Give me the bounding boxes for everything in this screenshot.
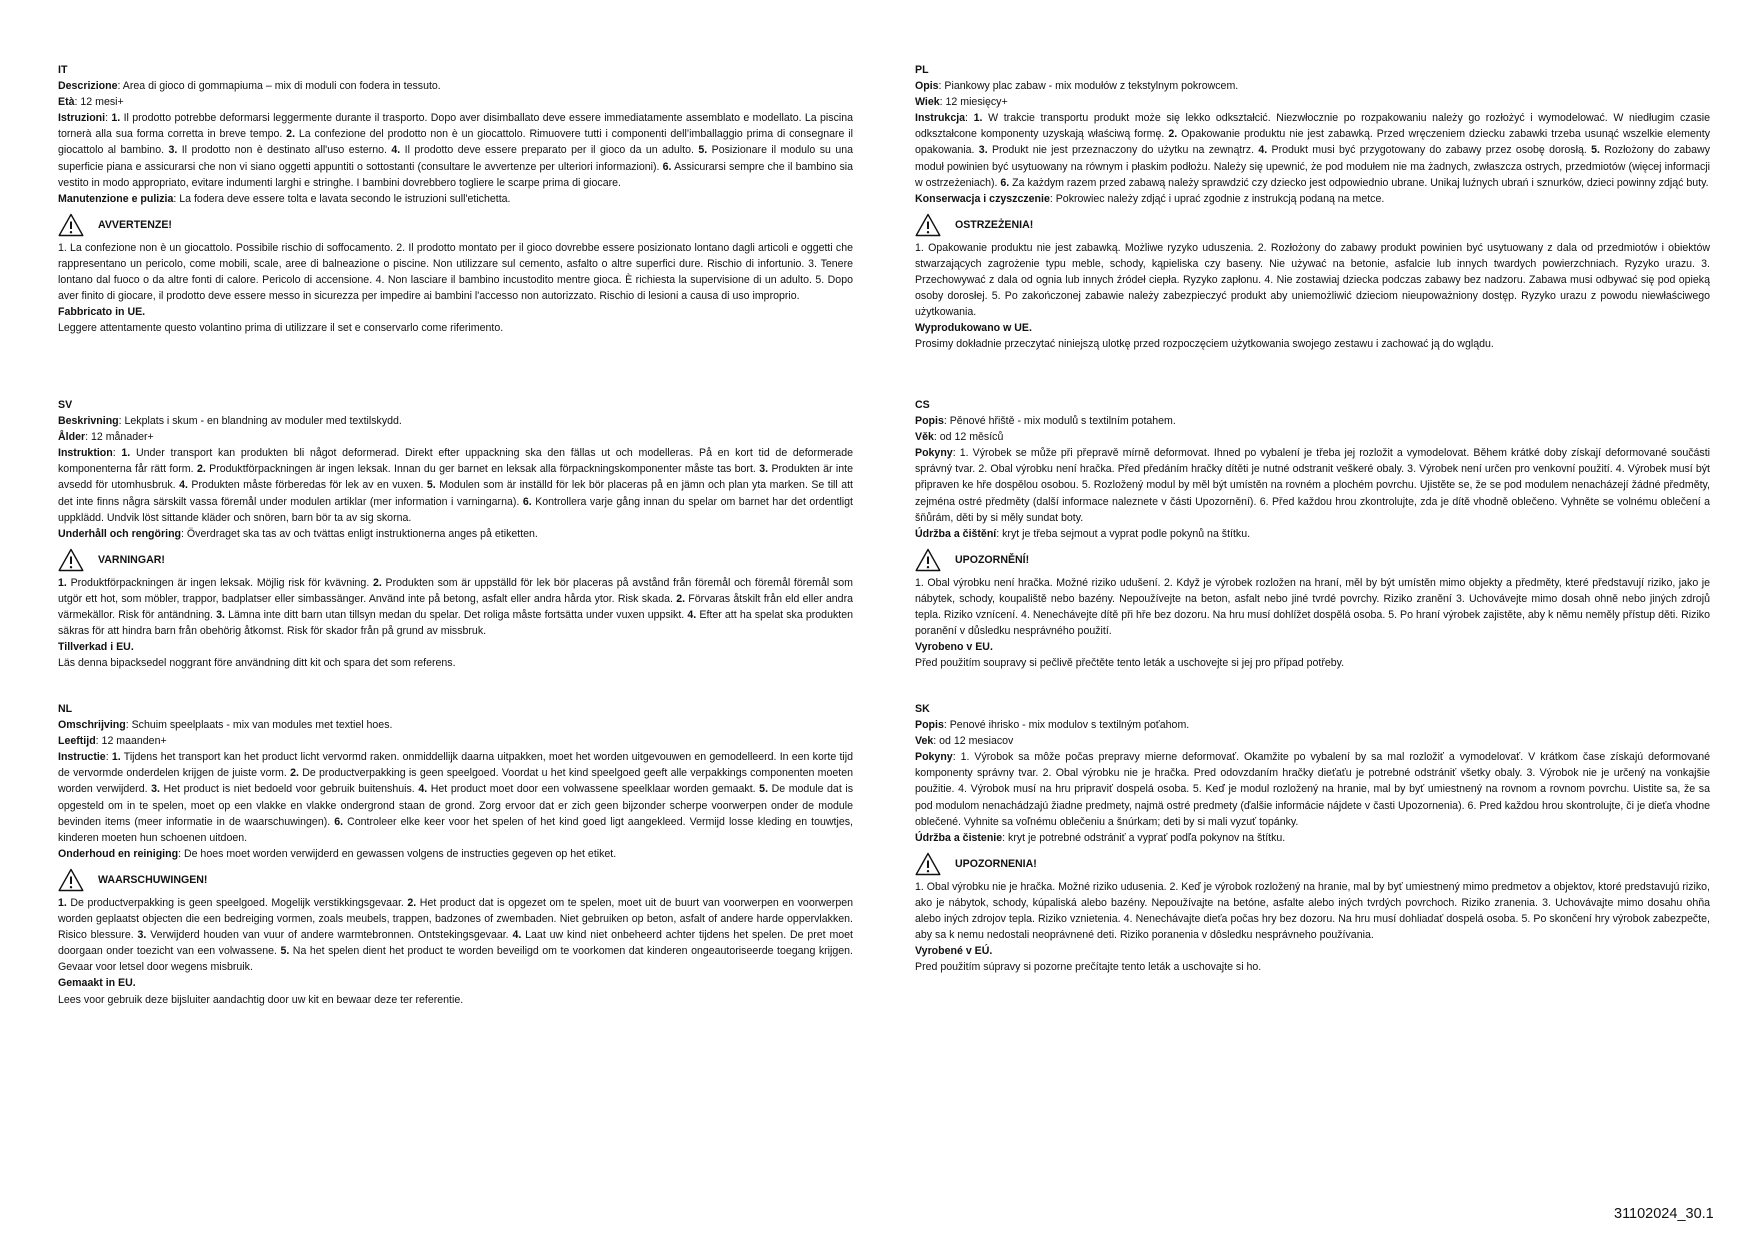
description-text: : Pěnové hřiště - mix modulů s textilním potahem. [943,415,1176,428]
instructions-label: Istruzioni [58,112,106,125]
instruction-text: : [105,112,112,125]
age-label: Vek [915,735,934,748]
instruction-text: Controleer elke keer voor het spelen of het kind goed ligt aangekleed. Vermijd losse kleding en touwtjes, kinderen moeten hun schoenen uitdoen. [58,815,853,844]
warning-triangle-icon [58,548,84,572]
instructions-label: Instructie [58,751,106,764]
warning-header [58,211,853,239]
instruction-number: 6. [522,495,532,508]
description-text: : Piankowy plac zabaw - mix modułów z tekstylnym pokrowcem. [938,80,1239,93]
warning-title: UPOZORNĚNÍ! [955,553,1030,566]
warning-triangle-icon [915,548,941,572]
care-label: Underhåll och rengöring [58,527,182,540]
instruction-number: 1. [111,751,121,764]
instruction-number: 4. [179,479,188,492]
language-code: CS [915,399,930,411]
warning-number: 3. [216,609,225,622]
instruction-text: Under transport kan produkten bli något deformerad. Direkt efter uppackning ska den fällas ut och modelleras. På en kort tid de deformerade komponenterna får rätt form. [58,447,853,476]
language-code [58,62,853,78]
instructions-label: Pokyny [915,751,953,764]
language-code: PL [915,64,929,76]
instruction-number: 2. [286,128,296,141]
language-code [58,701,853,717]
age-line [915,94,1710,110]
made-in [915,320,1710,336]
instruction-number: 1. [973,112,983,125]
description-line [915,413,1710,429]
age-text: : 12 maanden+ [95,735,167,748]
description-line [58,413,853,429]
warning-text: Efter att ha spelat ska produkten säkras för att hindra barn från obehörig åtkomst. Risk för skador från på grund av missbruk. [58,609,853,638]
instruction-number: 3. [151,783,160,796]
closing-text: Leggere attentamente questo volantino prima di utilizzare il set e conservarlo come riferimento. [58,322,504,335]
warning-triangle-icon [58,213,84,237]
age-line [58,94,853,110]
care-label: Údržba a čistenie [915,831,1003,844]
instruction-text: Il prodotto non è destinato all'uso esterno. [177,144,392,157]
made-in-text: Fabbricato in UE. [58,306,146,319]
warning-title: UPOZORNENIA! [955,857,1037,870]
closing-note [58,655,853,671]
instruction-number: 3. [759,463,769,476]
section-it [58,62,853,336]
instruction-number: 1. [111,112,121,125]
warning-text: Produkten som är uppställd för lek bör placeras på avstånd från föremål och föremål föremål som utgör ett hot, som möbler, trappor, badplatser eller simbassänger. Använd inte på betong, asfalt eller andra hårda ytor. Risk skada. [58,576,853,605]
instructions-paragraph [58,445,853,525]
care-line [58,191,853,207]
instruction-text: : 1. Výrobek se může při přepravě mírně deformovat. Ihned po vybalení je třeba jej rozložit a vymodelovat. Během krátké doby získají deformované součásti správný tvar. 2. Obal výrobku není hračka. Před předáním hračky dítěti je nutné odstranit veškeré obaly. 3. Výrobek není určen pro venkovní použití. 4. Výrobek musí být připraven ke hře dospělou osobou. 5. Rozložený modul by měl být umístěn na rovném a plochém povrchu. Ujistěte se, že se pod modulem nenacházejí žádné předměty, zejména ostré předměty (další informace naleznete v části Upozornění). 6. Před každou hrou zkontrolujte, zda je dítě vhodně oblečeno. Vyhněte se volnému oblečení a šňůrám, děti by si měly sundat boty. [915,447,1710,524]
warnings-paragraph [915,240,1710,320]
made-in [58,975,853,991]
warning-number: 4. [687,609,697,622]
made-in [915,943,1710,959]
instruction-number: 2. [1168,128,1178,141]
closing-text: Prosimy dokładnie przeczytać niniejszą ulotkę przed rozpoczęciem użytkowania swojego zestawu i zachować ją do wglądu. [915,338,1494,351]
closing-note [58,320,853,336]
instruction-number: 4. [418,783,428,796]
description-text: : Lekplats i skum - en blandning av moduler med textilskydd. [118,415,402,428]
instructions-paragraph [58,110,853,190]
instruction-number: 3. [978,144,988,157]
instructions-paragraph [915,445,1710,525]
warning-number: 2. [372,576,382,589]
warning-text: De productverpakking is geen speelgoed. Mogelijk verstikkingsgevaar. [66,896,408,909]
care-label: Údržba a čištění [915,527,997,540]
age-line [915,429,1710,445]
warning-text: Förvaras åtskilt från eld eller andra värmekällor. Risk för antändning. [58,592,853,622]
age-line [58,733,853,749]
warning-number: 5. [280,945,290,958]
care-label: Onderhoud en reiniging [58,847,179,860]
warning-text: 1. Opakowanie produktu nie jest zabawką. Możliwe ryzyko uduszenia. 2. Rozłożony do zabawy produkt powinien być usytuowany z dala od przedmiotów i obiektów stwarzających zagrożenie typu meble, schody, kąpieliska czy baseny. Nie używać na betonie, asfalcie lub innych twardych powierzchniach. Ryzyko urazu. 3. Przechowywać z dala od ognia lub innych źródeł ciepła. Ryzyko zapłonu. 4. Nie zostawiaj dziecka podczas zabawy bez nadzoru. Zabawa musi odbywać się pod opieką osoby dorosłej. 5. Po zakończonej zabawie należy zabezpieczyć produkt aby uniemożliwić dzieciom nieupoważniony dostęp. Ryzyko urazu z powodu niewłaściwego użytkowania. [915,241,1710,319]
warning-number: 4. [512,929,522,942]
instruction-number: 4. [391,144,401,157]
section-pl [915,62,1710,353]
instruction-text: Assicurarsi sempre che il bambino sia vestito in modo appropriato, evitare indumenti larghi e stringhe. I bambini dovrebbero togliere le scarpe prima di giocare. [58,160,853,189]
instruction-text: De productverpakking is geen speelgoed. Voordat u het kind speelgoed geeft alle verpakkings componenten moeten worden verwijderd. [58,767,853,796]
instruction-text: Il prodotto potrebbe deformarsi leggermente durante il trasporto. Dopo aver disimballato deve essere immediatamente assemblato e modellato. La piscina tornerà alla sua forma corretta in breve tempo. [58,112,854,141]
care-text: : Överdraget ska tas av och tvättas enligt instruktionerna anges på etiketten. [181,527,538,540]
instructions-paragraph [58,749,853,846]
closing-text: Läs denna bipacksedel noggrant före användning ditt kit och spara det som referens. [58,657,456,670]
instruction-text: : [965,112,974,125]
made-in [58,639,853,655]
language-code: NL [58,703,73,715]
made-in-text: Vyrobené v EÚ. [915,945,993,958]
closing-text: Před použitím soupravy si pečlivě přečtěte tento leták a uschovejte si jej pro případ potřeby. [915,657,1345,670]
language-code [58,397,853,413]
warning-text: Produktförpackningen är ingen leksak. Möjlig risk för kvävning. [66,576,373,589]
warning-number: 2. [407,896,417,909]
language-code [915,397,1710,413]
instruction-number: 6. [334,815,344,828]
warning-title: WAARSCHUWINGEN! [98,873,208,886]
instruction-text: Rozłożony do zabawy moduł powinien być usytuowany na równym i płaskim podłożu. Należy się upewnić, że pod modułem nie ma żadnych, zwłaszcza ostrych, przedmiotów (więcej informacji w ostrzeżeniach). [915,144,1710,189]
instruction-number: 6. [1000,176,1010,189]
care-line [58,846,853,862]
warnings-paragraph [915,879,1710,943]
instruction-text: Posizionare il modulo su una superficie piana e assicurarsi che non vi siano oggetti appuntiti o sottostanti (consultare le avvertenze per ulteriori informazioni). [58,144,853,173]
section-sk [915,701,1710,975]
warning-number: 2. [676,592,686,605]
instruction-number: 5. [759,783,769,796]
care-line [915,191,1710,207]
closing-note [915,336,1710,352]
warning-text: Lämna inte ditt barn utan tillsyn medan du spelar. Det roliga måste fortsätta under vuxen uppsikt. [224,609,688,622]
description-text: : Penové ihrisko - mix modulov s textilným poťahom. [943,719,1190,732]
description-label: Popis [915,415,944,428]
instructions-label: Pokyny [915,447,953,460]
description-label: Descrizione [58,80,118,93]
instruction-number: 2. [196,463,206,476]
instruction-text: Produkten är inte avsedd för utomhusbruk. [58,463,853,492]
made-in-text: Wyprodukowano w UE. [915,322,1032,335]
warning-text: 1. Obal výrobku není hračka. Možné riziko udušení. 2. Když je výrobek rozložen na hraní, měl by být umístěn mimo objekty a předměty, které představují riziko, jako je nábytek, schody, koupaliště nebo bazény. Nepoužívejte na beton, asfalt nebo jiné tvrdé povrchy. Riziko zranění 3. Uchovávejte mimo dosah ohně nebo jiných zdrojů tepla. Riziko vznícení. 4. Nenechávejte dítě při hře bez dozoru. Na hru musí dohlížet dospělá osoba. 5. Po hraní výrobek zajistěte, aby k němu neměly přístup děti. Riziko poranění v důsledku nesprávného použití. [915,576,1710,638]
instruction-number: 6. [662,160,672,173]
instruction-text: Il prodotto deve essere preparato per il gioco da un adulto. [400,144,699,157]
description-line [915,78,1710,94]
description-text: : Schuim speelplaats - mix van modules met textiel hoes. [125,719,393,732]
care-text: : kryt je třeba sejmout a vyprat podle pokynů na štítku. [996,527,1251,540]
closing-note [915,959,1710,975]
warning-text: 1. La confezione non è un giocattolo. Possibile rischio di soffocamento. 2. Il prodotto montato per il gioco dovrebbe essere posizionato lontano dagli articoli e oggetti che rappresentano un pericolo, come mobili, scale, aree di balneazione o piscine. Non utilizzare sul cemento, asfalto o altre superfici dure. Rischio di infortunio. 3. Tenere lontano dal fuoco o da altre fonti di calore. Pericolo di accensione. 4. Non lasciare il bambino incustodito mentre gioca. È richiesta la supervisione di un adulto. 5. Dopo aver finito di giocare, il prodotto deve essere messo in sicurezza per impedire ai bambini l'accesso non autorizzato. Rischio di lesioni a causa di uso improprio. [58,241,853,303]
care-label: Konserwacja i czyszczenie [915,192,1050,205]
warning-title: VARNINGAR! [98,553,165,566]
warning-text: Het product dat is opgezet om te spelen, moet uit de buurt van voorwerpen en voorwerpen worden geplaatst objecten die een bedreiging vormen, zoals meubels, trappen, badzones of zwembaden. Niet gebruiken op beton, asfalt of andere harde oppervlakken. Risico blessure. [58,896,853,942]
warning-text: 1. Obal výrobku nie je hračka. Možné riziko udusenia. 2. Keď je výrobok rozložený na hranie, mal by byť umiestnený mimo predmetov a objektov, ktoré predstavujú riziko, ako je nábytok, schody, kúpaliská alebo bazény. Nepoužívajte na betóne, asfalte alebo iných tvrdých povrchoch. Riziko zranenia. 3. Uchovávajte mimo dosahu ohňa alebo iných zdrojov tepla. Riziko vznietenia. 4. Nenechávajte dieťa počas hry bez dozoru. Na hru musí dohliadať dospelá osoba. 5. Po skončení hry výrobok zabezpečte, aby sa k nemu nedostali neoprávnené deti. Riziko poranenia v dôsledku nesprávneho používania. [915,880,1710,942]
instruction-text: W trakcie transportu produkt może się lekko odkształcić. Niezwłocznie po rozpakowaniu należy go rozłożyć i wymodelować. W niedługim czasie odkształcone komponenty uzyskają właściwą formę. [915,112,1711,141]
instruction-text: Produktförpackningen är ingen leksak. Innan du ger barnet en leksak alla förpackningskomponenter måste tas bort. [205,463,760,476]
instruction-text: Het product moet door een volwassene speelklaar worden gemaakt. [427,783,760,796]
age-text: : 12 miesięcy+ [939,96,1008,109]
age-label: Età [58,96,75,109]
instruction-number: 3. [168,144,178,157]
warning-title: OSTRZEŻENIA! [955,218,1034,231]
instruction-number: 5. [698,144,708,157]
description-label: Omschrijving [58,719,126,732]
description-line [915,717,1710,733]
warning-number: 1. [58,576,67,589]
warning-number: 3. [137,929,147,942]
warnings-paragraph [58,895,853,975]
age-line [58,429,853,445]
instruction-number: 5. [1591,144,1600,157]
age-label: Leeftijd [58,735,96,748]
instruction-text: Produkt musi być przygotowany do zabawy przez osobę dorosłą. [1267,144,1592,157]
age-text: : 12 mesi+ [74,96,124,109]
document-number: 31102024_30.1 [1614,1206,1714,1222]
instruction-number: 4. [1258,144,1268,157]
warning-header [58,866,853,894]
instruction-text: Het product is niet bedoeld voor gebruik buitenshuis. [159,783,419,796]
warnings-paragraph [58,575,853,639]
instruction-text: Za każdym razem przed zabawą należy sprawdzić czy dziecko jest odpowiednio ubrane. Unikaj luźnych ubrań i sznurków, dzieci powinny zdjąć buty. [1009,176,1709,189]
section-sv [58,397,853,671]
instruction-number: 5. [426,479,436,492]
care-label: Manutenzione e pulizia [58,192,174,205]
instruction-text: Tijdens het transport kan het product licht vervormd raken. onmiddellijk daarna uitpakken, moet het worden uitgevouwen en gemodelleerd. In een korte tijd de vervormde onderdelen krijgen de juiste vorm. [58,751,853,780]
age-line [915,733,1710,749]
care-line [58,526,853,542]
warning-number: 1. [58,896,67,909]
made-in [58,304,853,320]
warning-triangle-icon [915,213,941,237]
care-text: : De hoes moet worden verwijderd en gewassen volgens de instructies gegeven op het etiket. [178,847,617,860]
instruction-number: 1. [121,447,131,460]
instruction-text: Produkt nie jest przeznaczony do użytku na zewnątrz. [987,144,1259,157]
warning-triangle-icon [915,852,941,876]
language-code: IT [58,64,68,76]
care-text: : La fodera deve essere tolta e lavata secondo le istruzioni sull'etichetta. [173,192,511,205]
section-cs [915,397,1710,671]
description-line [58,78,853,94]
language-code [915,62,1710,78]
age-text: : od 12 mesiacov [933,735,1014,748]
closing-text: Pred použitím súpravy si pozorne prečítajte tento leták a uschovajte si ho. [915,961,1262,974]
warnings-paragraph [58,240,853,304]
description-line [58,717,853,733]
description-label: Beskrivning [58,415,119,428]
description-text: : Area di gioco di gommapiuma – mix di moduli con fodera in tessuto. [117,80,441,93]
instruction-text: Produkten måste förberedas för lek av en vuxen. [187,479,427,492]
care-text: : Pokrowiec należy zdjąć i uprać zgodnie z instrukcją podaną na metce. [1049,192,1385,205]
age-text: : od 12 měsíců [933,431,1004,444]
language-code: SK [915,703,930,715]
language-code: SV [58,399,73,411]
instruction-text: : [112,447,122,460]
age-label: Věk [915,431,934,444]
instruction-text: : [105,751,112,764]
instruction-text: De module dat is opgesteld om in te spelen, moet op een vlakke en vlakke ondergrond staan de grond. Zorg ervoor dat er zich geen bijzonder scherpe voorwerpen onder de module bevinden items (meer informatie in de waarschuwingen). [58,783,853,828]
instruction-text: : 1. Výrobok sa môže počas prepravy mierne deformovať. Okamžite po vybalení by sa mal rozložiť a vymodelovať. V krátkom čase získajú deformované komponenty správny tvar. 2. Obal výrobku nie je hračka. Pred odovzdaním hračky dieťaťu je potrebné odstrániť všetky obaly. 3. Výrobok nie je určený na vonkajšie použitie. 4. Výrobok musí na hru pripraviť dospelá osoba. 5. Keď je modul rozložený na hranie, mal by byť umiestnený na rovnom a rovnom povrchu. Uistite sa, že sa pod modulom nenachádzajú žiadne predmety, najmä ostré predmety (ďalšie informácie nájdete v časti Upozornenia). 6. Pred každou hrou skontrolujte, či je dieťa vhodne oblečené. Vyhnite sa voľnému oblečeniu a šnúrkam; deti by si mali vyzuť topánky. [915,751,1710,828]
description-label: Popis [915,719,944,732]
age-label: Ålder [58,431,86,444]
closing-note [915,655,1710,671]
instruction-text: La confezione del prodotto non è un giocattolo. Rimuovere tutti i componenti dell’imballaggio prima di consegnare il giocattolo al bambino. [58,128,854,157]
closing-note [58,992,853,1008]
instructions-label: Instrukcja [915,112,966,125]
age-label: Wiek [915,96,940,109]
warning-header [915,546,1710,574]
warning-title: AVVERTENZE! [98,218,172,231]
warning-text: Verwijderd houden van vuur of andere warmtebronnen. Ontstekingsgevaar. [146,929,513,942]
warning-header [58,546,853,574]
made-in [915,639,1710,655]
made-in-text: Tillverkad i EU. [58,641,134,654]
section-nl [58,701,853,1008]
warning-header [915,211,1710,239]
age-text: : 12 månader+ [85,431,154,444]
instruction-text: Opakowanie produktu nie jest zabawką. Przed wręczeniem dziecku zabawki trzeba usunąć wszelkie elementy opakowania. [915,128,1711,157]
instructions-label: Instruktion [58,447,113,460]
warning-header [915,850,1710,878]
instructions-paragraph [915,110,1710,190]
closing-text: Lees voor gebruik deze bijsluiter aandachtig door uw kit en bewaar deze ter referentie. [58,993,464,1006]
made-in-text: Gemaakt in EU. [58,977,136,990]
description-label: Opis [915,80,939,93]
warning-text: Na het spelen dient het product te worden beveiligd om te voorkomen dat kinderen ongeautoriseerde toegang krijgen. Gevaar voor letsel door wegens misbruik. [58,945,853,974]
warnings-paragraph [915,575,1710,639]
language-code [915,701,1710,717]
instruction-text: Modulen som är inställd för lek bör placeras på en jämn och plan yta marken. Se till att det inte finns några särskilt vassa föremål under modulen artiklar (mer information i varningarna). [58,479,853,508]
warning-text: Laat uw kind niet onbeheerd achter tijdens het spelen. De pret moet doorgaan onder toezicht van een volwassene. [58,929,853,958]
made-in-text: Vyrobeno v EU. [915,641,993,654]
care-line [915,830,1710,846]
instruction-number: 2. [290,767,299,780]
instruction-text: Kontrollera varje gång innan du spelar om barnet har det ordentligt uppklädd. Undvik löst sittande kläder och snören, barn bör ta av sig skorna. [58,495,853,524]
warning-triangle-icon [58,868,84,892]
care-text: : kryt je potrebné odstrániť a vyprať podľa pokynov na štítku. [1002,831,1286,844]
care-line [915,526,1710,542]
instructions-paragraph [915,749,1710,829]
